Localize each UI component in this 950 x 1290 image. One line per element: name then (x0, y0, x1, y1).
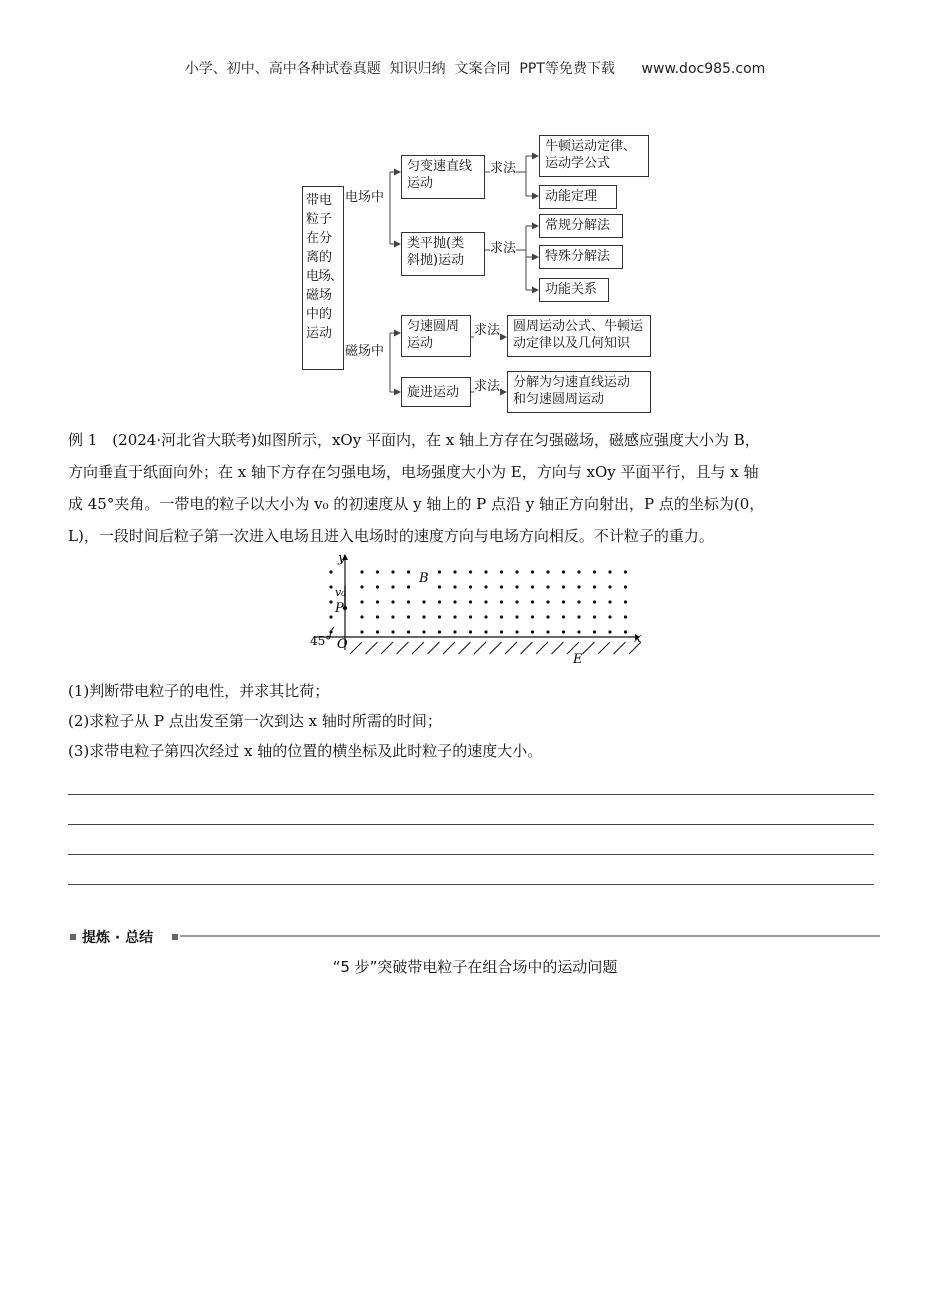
example-line: 方向垂直于纸面向外；在 x 轴下方存在匀强电场，电场强度大小为 E，方向与 xOy 平面平行，且与 x 轴 (68, 463, 759, 481)
answer-line (68, 794, 874, 795)
field-dot (624, 600, 627, 603)
field-dot (562, 615, 565, 618)
method-label: 求法 (490, 237, 516, 256)
field-dot (360, 585, 363, 588)
field-hatch-line (381, 642, 393, 654)
field-dot (593, 570, 596, 573)
field-dot (438, 570, 441, 573)
field-dot (407, 570, 410, 573)
node-line: 运动 (407, 336, 434, 351)
field-dot (360, 600, 363, 603)
leaf-kinetic (539, 185, 617, 209)
field-dot (562, 570, 565, 573)
field-dot (329, 600, 332, 603)
field-dot (577, 600, 580, 603)
field-dot (562, 600, 565, 603)
field-dot (593, 615, 596, 618)
field-dot (438, 600, 441, 603)
field-dot (422, 600, 425, 603)
field-dot (624, 630, 627, 633)
field-dot (608, 630, 611, 633)
method-label: 求法 (490, 157, 516, 176)
root-line: 离的 (306, 250, 333, 265)
leaf-line: 和匀速圆周运动 (513, 392, 605, 407)
field-dot (484, 585, 487, 588)
field-dot (500, 585, 503, 588)
field-dot (329, 615, 332, 618)
field-dot (577, 585, 580, 588)
field-dot (469, 615, 472, 618)
field-dot (438, 585, 441, 588)
page-header: 小学、初中、高中各种试卷真题 知识归纳 文案合同 PPT等免费下载 www.doc985.com (184, 61, 766, 77)
field-dot (360, 570, 363, 573)
field-dot (329, 570, 332, 573)
field-dot (469, 600, 472, 603)
field-dot (593, 630, 596, 633)
leaf-newton (539, 135, 649, 177)
field-hatch-line (474, 642, 486, 654)
field-dot (562, 630, 565, 633)
field-dot (500, 615, 503, 618)
field-dot (500, 630, 503, 633)
root-line: 磁场 (306, 288, 333, 303)
label-v0: v₀ (335, 586, 346, 599)
field-dot (484, 630, 487, 633)
method-label: 求法 (474, 375, 500, 394)
field-hatch-line (505, 642, 517, 654)
field-dot (515, 600, 518, 603)
field-dot (329, 585, 332, 588)
node-uniform-linear (401, 155, 485, 199)
node-line: 运动 (407, 176, 434, 191)
field-hatch-line (443, 642, 455, 654)
field-hatch-line (428, 642, 440, 654)
field-dot (391, 630, 394, 633)
answer-line (68, 884, 874, 885)
field-hatch-line (614, 642, 626, 654)
field-dot (469, 585, 472, 588)
leaf-line: 特殊分解法 (545, 249, 611, 264)
field-dot (608, 585, 611, 588)
field-dot (453, 615, 456, 618)
field-hatch-line (521, 642, 533, 654)
field-dot (500, 600, 503, 603)
field-dot (422, 615, 425, 618)
root-line: 粒子 (306, 212, 333, 227)
field-dot (453, 600, 456, 603)
mindmap-root-box (302, 186, 344, 370)
root-line: 电场、 (306, 269, 343, 284)
field-hatch-line (552, 642, 564, 654)
branch-magnetic: 磁场中 (345, 340, 384, 359)
field-hatch-line (366, 642, 378, 654)
field-dot (624, 570, 627, 573)
label-E: E (573, 652, 583, 667)
field-dot (546, 570, 549, 573)
field-hatch-line (350, 642, 362, 654)
field-hatch-line (536, 642, 548, 654)
field-dot (484, 615, 487, 618)
label-O: O (337, 637, 348, 652)
field-dot (438, 615, 441, 618)
field-dot (515, 570, 518, 573)
node-line: 旋进运动 (407, 385, 460, 400)
answer-line (68, 854, 874, 855)
field-dot (376, 570, 379, 573)
method-label: 求法 (474, 319, 500, 338)
node-circular (401, 315, 471, 357)
node-line: 类平抛(类 (407, 236, 465, 251)
field-dot (515, 615, 518, 618)
field-hatch-line (412, 642, 424, 654)
node-line: 匀变速直线 (407, 159, 473, 174)
leaf-regular (539, 214, 623, 238)
field-dot (407, 585, 410, 588)
field-dot (531, 630, 534, 633)
field-dot (376, 600, 379, 603)
magnetic-field-dots (329, 570, 627, 633)
field-dot (546, 630, 549, 633)
field-dot (376, 615, 379, 618)
field-dot (360, 630, 363, 633)
summary-divider (180, 935, 880, 937)
node-line: 斜抛)运动 (407, 253, 465, 268)
summary-title: 提炼 · 总结 (82, 930, 154, 946)
question-list (68, 676, 542, 766)
field-dot (469, 630, 472, 633)
field-dot (438, 630, 441, 633)
label-B: B (419, 571, 429, 586)
field-dot (391, 585, 394, 588)
field-dot (531, 570, 534, 573)
field-dot (391, 600, 394, 603)
field-dot (407, 615, 410, 618)
field-dot (531, 585, 534, 588)
answer-line (68, 824, 874, 825)
question-item: (1)判断带电粒子的电性，并求其比荷； (68, 682, 330, 700)
field-dot (422, 630, 425, 633)
summary-bullet-right (172, 934, 178, 940)
leaf-line: 功能关系 (545, 282, 598, 297)
field-dot (376, 585, 379, 588)
field-dot (500, 570, 503, 573)
example-line: 成 45°夹角。一带电的粒子以大小为 v₀ 的初速度从 y 轴上的 P 点沿 y 轴正方向射出，P 点的坐标为(0， (68, 495, 765, 513)
field-dot (577, 630, 580, 633)
field-dot (469, 570, 472, 573)
field-dot (593, 600, 596, 603)
field-dot (484, 600, 487, 603)
field-dot (453, 570, 456, 573)
field-dot (608, 600, 611, 603)
field-dot (360, 615, 363, 618)
field-dot (407, 600, 410, 603)
label-P: P (335, 601, 344, 616)
field-dot (515, 585, 518, 588)
branch-electric: 电场中 (345, 186, 384, 205)
leaf-line: 常规分解法 (545, 218, 611, 233)
field-dot (577, 570, 580, 573)
label-x: x (634, 631, 642, 646)
label-y: y (338, 551, 346, 566)
leaf-work (539, 278, 609, 302)
field-dot (391, 570, 394, 573)
field-hatch-line (490, 642, 502, 654)
physics-figure (300, 550, 650, 670)
field-dot (608, 615, 611, 618)
field-dot (531, 615, 534, 618)
field-dot (453, 585, 456, 588)
mindmap-connectors (0, 0, 950, 420)
field-dot (577, 615, 580, 618)
field-dot (562, 585, 565, 588)
electric-field-hatching (350, 642, 641, 654)
field-dot (376, 630, 379, 633)
summary-bullet-left (70, 934, 76, 940)
mindmap (0, 0, 950, 420)
field-dot (546, 600, 549, 603)
field-dot (391, 615, 394, 618)
field-dot (546, 585, 549, 588)
field-dot (593, 585, 596, 588)
question-item: (3)求带电粒子第四次经过 x 轴的位置的横坐标及此时粒子的速度大小。 (68, 742, 543, 760)
field-dot (531, 600, 534, 603)
field-hatch-line (598, 642, 610, 654)
leaf-line: 动定律以及几何知识 (513, 336, 631, 351)
leaf-circle (507, 315, 651, 357)
field-dot (608, 570, 611, 573)
summary-subtitle: “5 步”突破带电粒子在组合场中的运动问题 (332, 958, 618, 976)
field-hatch-line (459, 642, 471, 654)
field-hatch-line (583, 642, 595, 654)
node-line: 匀速圆周 (407, 319, 460, 334)
field-dot (515, 630, 518, 633)
field-dot (453, 630, 456, 633)
field-dot (624, 585, 627, 588)
example-line: L)，一段时间后粒子第一次进入电场且进入电场时的速度方向与电场方向相反。不计粒子的重力。 (68, 527, 714, 545)
field-dot (546, 615, 549, 618)
root-line: 在分 (306, 231, 333, 246)
field-hatch-line (397, 642, 409, 654)
field-dot (624, 615, 627, 618)
field-dot (407, 630, 410, 633)
question-item: (2)求粒子从 P 点出发至第一次到达 x 轴时所需的时间； (68, 712, 442, 730)
root-line: 运动 (306, 326, 333, 341)
leaf-line: 圆周运动公式、牛顿运 (513, 319, 644, 334)
node-projectile (401, 232, 485, 276)
leaf-line: 运动学公式 (545, 156, 611, 171)
example-line: 例 1 (2024·河北省大联考)如图所示，xOy 平面内，在 x 轴上方存在匀强磁场，磁感应强度大小为 B， (68, 431, 760, 449)
leaf-line: 分解为匀速直线运动 (513, 375, 631, 390)
leaf-decompose (507, 371, 651, 413)
leaf-special (539, 245, 623, 269)
root-line: 带电 (306, 193, 333, 208)
leaf-line: 牛顿运动定律、 (545, 139, 637, 154)
label-angle: 45° (310, 634, 332, 648)
node-spiral (401, 377, 471, 407)
field-dot (484, 570, 487, 573)
leaf-line: 动能定理 (545, 189, 598, 204)
root-line: 中的 (306, 307, 333, 322)
example-text (68, 424, 888, 552)
